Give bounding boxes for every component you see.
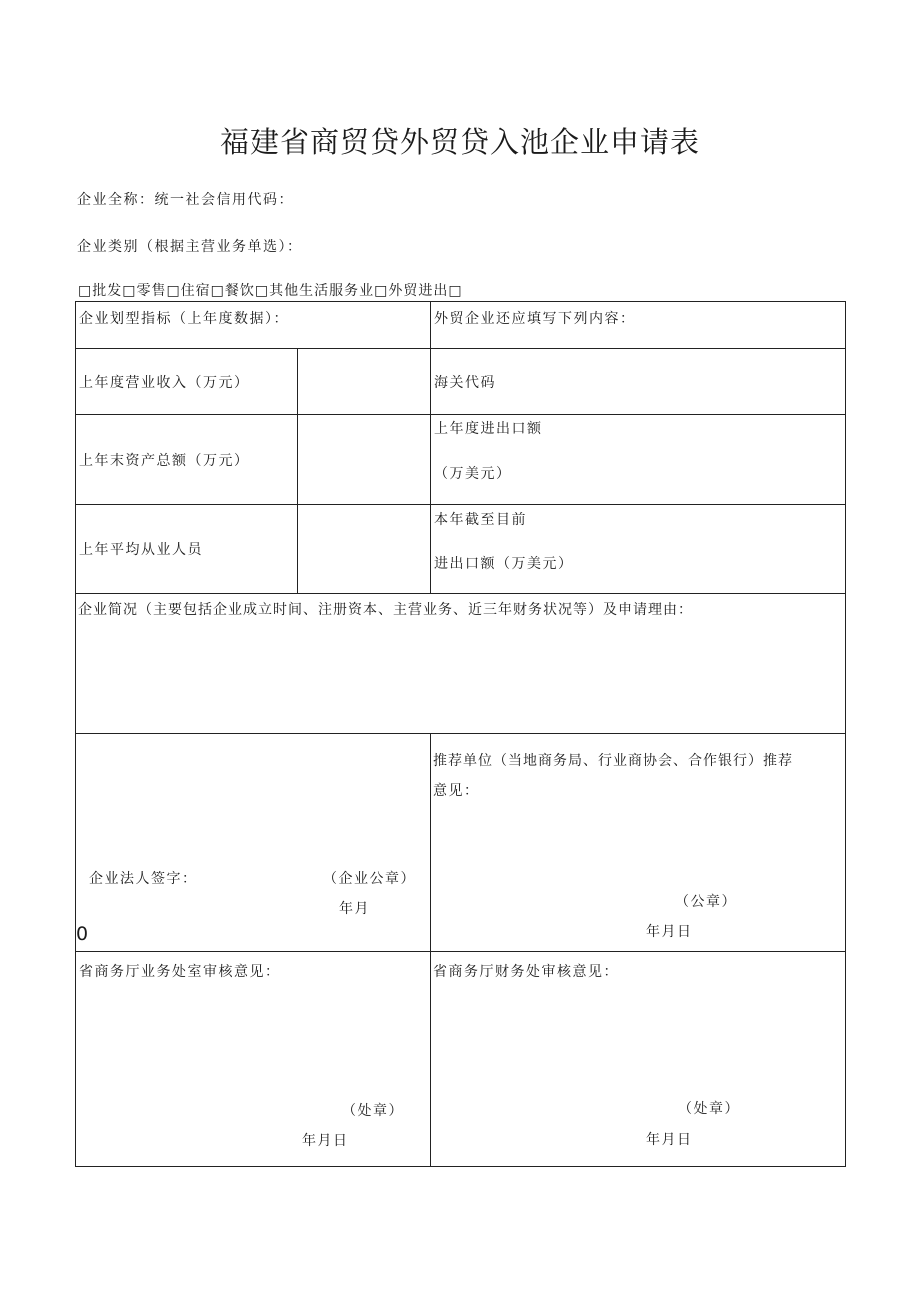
trade-header-cell <box>431 302 846 349</box>
customs-code-label: 海关代码 <box>434 374 496 391</box>
public-seal-label: （公章） <box>675 894 737 910</box>
employees-label: 上年平均从业人员 <box>79 542 203 558</box>
finance-review-date: 年月日 <box>646 1132 693 1148</box>
employees-label-cell <box>76 505 298 594</box>
assets-input[interactable] <box>298 415 431 505</box>
import-export-ytd-unit: 进出口额（万美元） <box>434 556 574 572</box>
import-export-ytd-label: 本年截至目前 <box>434 512 527 528</box>
category-options[interactable]: □批发□零售□住宿□餐饮□其他生活服务业□外贸进出□ <box>78 283 463 299</box>
page-title: 福建省商贸贷外贸贷入池企业申请表 <box>219 125 700 159</box>
business-review-date: 年月日 <box>302 1133 349 1149</box>
assets-row <box>76 415 846 505</box>
employees-input[interactable] <box>298 505 431 594</box>
business-seal-label: （处章） <box>342 1103 404 1119</box>
import-export-last-year-label: 上年度进出口额 <box>434 421 543 437</box>
recommendation-cell[interactable] <box>431 734 846 952</box>
company-name-code-label: 企业全称：统一社会信用代码： <box>77 192 294 208</box>
business-review-label: 省商务厅业务处室审核意见： <box>79 964 281 980</box>
employees-row <box>76 505 846 594</box>
legal-rep-date: 年月 <box>339 901 370 917</box>
trade-header: 外贸企业还应填写下列内容： <box>434 311 636 327</box>
review-row <box>76 952 846 1167</box>
overview-cell[interactable] <box>76 594 846 734</box>
legal-rep-sign-label: 企业法人签字： <box>89 871 198 887</box>
import-export-ytd-cell[interactable] <box>431 505 846 594</box>
business-review-cell[interactable] <box>76 952 431 1167</box>
header-row <box>76 302 846 349</box>
revenue-input[interactable] <box>298 349 431 415</box>
recommend-label-line1: 推荐单位（当地商务局、行业商协会、合作银行）推荐 <box>433 753 793 769</box>
customs-code-cell[interactable] <box>431 349 846 415</box>
company-seal-label: （企业公章） <box>323 871 416 887</box>
overview-row <box>76 594 846 734</box>
indicator-header-cell <box>76 302 431 349</box>
finance-seal-label: （处章） <box>678 1101 740 1117</box>
application-form-table <box>75 301 846 1167</box>
signature-row <box>76 734 846 952</box>
import-export-last-year-cell[interactable] <box>431 415 846 505</box>
revenue-row <box>76 349 846 415</box>
import-export-last-year-unit: （万美元） <box>434 466 512 482</box>
finance-review-label: 省商务厅财务处审核意见： <box>433 964 619 980</box>
company-category-label: 企业类别（根据主营业务单选）： <box>77 239 303 255</box>
recommend-date: 年月日 <box>646 924 693 940</box>
recommend-label-line2: 意见： <box>433 783 480 799</box>
stray-zero: 0 <box>76 923 90 945</box>
legal-rep-cell[interactable] <box>76 734 431 952</box>
revenue-label-cell <box>76 349 298 415</box>
indicator-header: 企业划型指标（上年度数据）： <box>79 311 289 327</box>
revenue-label: 上年度营业收入（万元） <box>79 374 250 391</box>
overview-label: 企业简况（主要包括企业成立时间、注册资本、主营业务、近三年财务状况等）及申请理由： <box>78 602 693 618</box>
assets-label-cell <box>76 415 298 505</box>
assets-label: 上年末资产总额（万元） <box>79 452 250 469</box>
finance-review-cell[interactable] <box>431 952 846 1167</box>
